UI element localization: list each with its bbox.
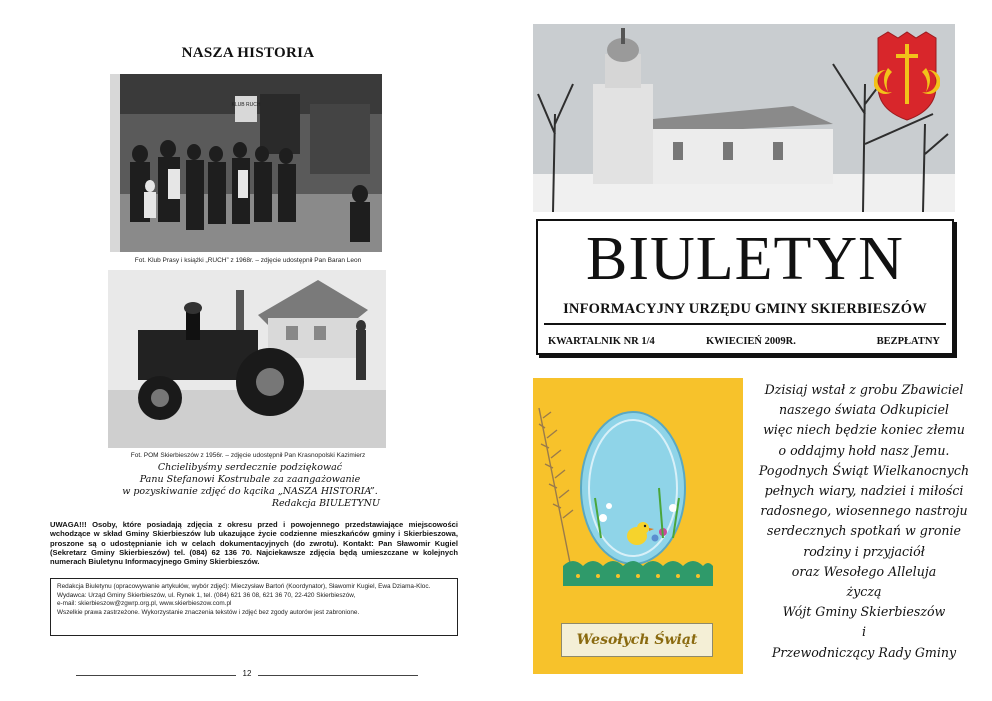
- greeting-line: naszego świata Odkupiciel: [779, 402, 949, 418]
- issue-date: KWIECIEŃ 2009R.: [706, 336, 796, 347]
- footer-rule-left: [76, 675, 236, 676]
- greeting-line: Pogodnych Świąt Wielkanocnych: [758, 462, 970, 478]
- group-photo-illustration: [110, 74, 382, 252]
- thanks-signature: Redakcja BIULETYNU: [271, 498, 380, 509]
- editorial-line: e-mail: skierbieszow@zgwrp.org.pl, www.skierbieszow.com.pl: [57, 600, 232, 608]
- editorial-line: Redakcja Biuletynu (opracowywanie artykułów, wybór zdjęć): Mieczysław Bartoń (Koordynator), Sławomir Kugiel, Ewa Dziama-Kloc.: [57, 583, 431, 590]
- photo2-caption: Fot. POM Skierbieszów z 1956r. – zdjęcie udostępnił Pan Krasnopolski Kazimierz: [130, 452, 366, 459]
- masthead-title: BIULETYN: [586, 225, 904, 293]
- coat-of-arms: [874, 30, 940, 122]
- greeting-line: więc niech będzie koniec złemu: [763, 422, 965, 438]
- thanks-line: Chcielibyśmy serdecznie podziękować: [157, 462, 343, 473]
- right-page: [496, 0, 992, 701]
- issue-number: KWARTALNIK NR 1/4: [548, 336, 655, 347]
- photo-appeal-notice: UWAGA!!! Osoby, które posiadają zdjęcia z okresu przed i powojennego przedstawiające miejscowości wchodzące w skład Gminy Skierbieszów lub ukazujące życie codzienne mieszkańców gminy i Skierbieszowa, proszone są o udostępnianie ich w celach dokumentacyjnych (do zwrotu). Kontakt: Pan Sławomir Kugiel (Sekretarz Gminy Skierbieszów) tel. (084) 62 136 70. Najciekawsze zdjęcia będą umieszczane w kolejnych numerach Biuletynu Informacyjnego Gminy Skierbieszów.: [50, 520, 458, 567]
- easter-card-banner: Wesołych Świąt: [561, 623, 713, 657]
- greeting-line: pełnych wiary, nadziei i miłości: [764, 483, 964, 499]
- historic-photo-ruch-club: [110, 74, 382, 252]
- masthead-divider: [544, 323, 946, 325]
- tractor-photo-illustration: [108, 270, 386, 448]
- page-number: 12: [242, 669, 252, 678]
- masthead: [536, 219, 954, 355]
- greeting-line: oraz Wesołego Alleluja: [791, 563, 937, 579]
- price-label: BEZPŁATNY: [876, 336, 940, 347]
- greeting-line: rodziny i przyjaciół: [803, 543, 925, 559]
- greeting-line: Dzisiaj wstał z grobu Zbawiciel: [764, 382, 964, 397]
- greeting-line: Przewodniczący Rady Gminy: [771, 644, 957, 660]
- greeting-line: i: [861, 624, 867, 640]
- section-title: NASZA HISTORIA: [181, 45, 315, 61]
- thanks-line: w pozyskiwanie zdjęć do kącika „NASZA HISTORIA”.: [122, 486, 378, 497]
- footer-rule-right: [258, 675, 418, 676]
- photo1-caption: Fot. Klub Prasy i książki „RUCH” z 1968r. – zdjęcie udostępnił Pan Baran Leon: [134, 257, 362, 264]
- editorial-line: Wydawca: Urząd Gminy Skierbieszów, ul. Rynek 1, tel. (084) 621 36 08, 621 36 70, 22-420 Skierbieszów,: [57, 591, 356, 599]
- editorial-line: Wszelkie prawa zastrzeżone. Wykorzystanie znaczenia tekstów i zdjęć bez zgody autorów jest zabronione.: [57, 608, 360, 616]
- masthead-subtitle: INFORMACYJNY URZĘDU GMINY SKIERBIESZÓW: [563, 301, 927, 317]
- thanks-note: [100, 462, 400, 510]
- greeting-line: Wójt Gminy Skierbieszów: [782, 604, 946, 620]
- greeting-line: życzą: [846, 584, 882, 600]
- historic-photo-tractor: [108, 270, 386, 448]
- ruch-club-sign: KLUB RUCH: [231, 102, 261, 108]
- greeting-line: radosnego, wiosennego nastroju: [760, 503, 968, 519]
- greeting-line: o oddajmy hołd nasz Jemu.: [778, 442, 950, 458]
- thanks-line: Panu Stefanowi Kostrubale za zaangażowanie: [139, 474, 361, 485]
- editorial-box: [50, 578, 458, 636]
- easter-card: [533, 378, 743, 674]
- easter-greeting: [751, 380, 977, 663]
- greeting-line: serdecznych spotkań w gronie: [767, 523, 961, 539]
